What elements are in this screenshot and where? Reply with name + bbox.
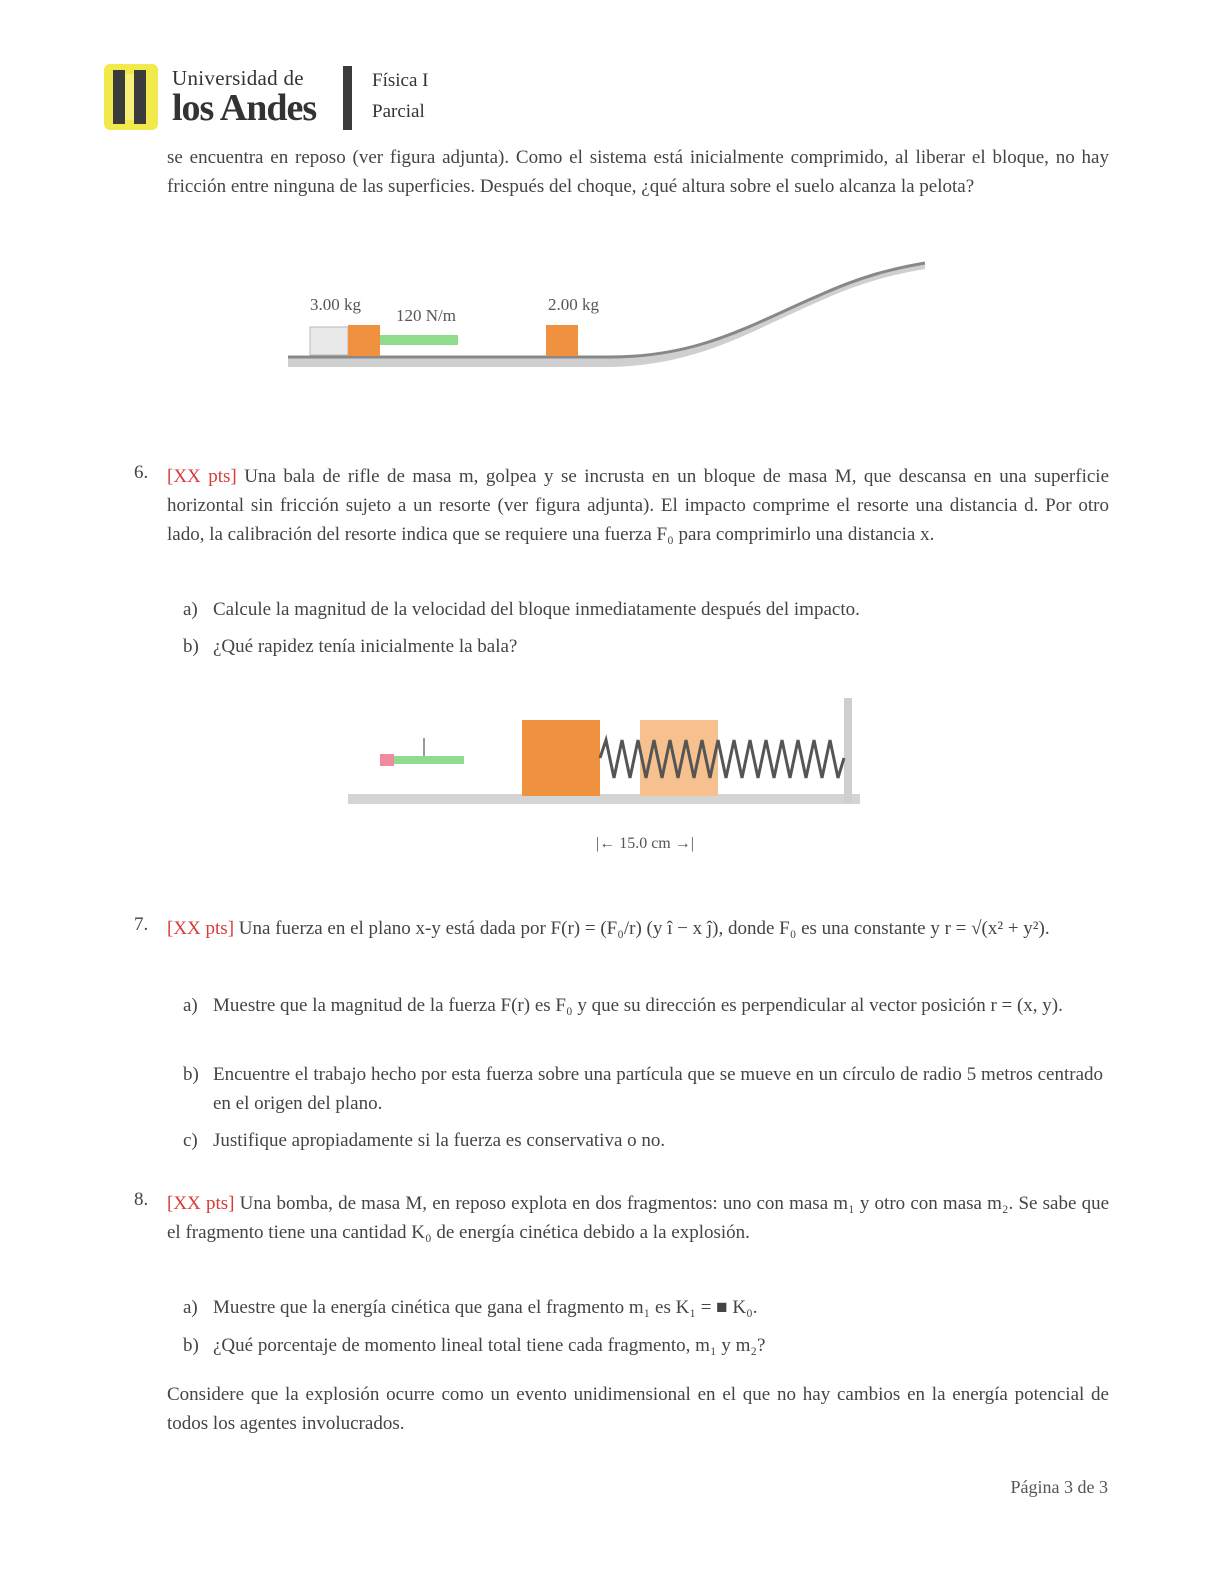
figure-bullet-block-spring bbox=[340, 690, 870, 870]
item-label: b) bbox=[183, 1064, 199, 1085]
problem-7-item-c bbox=[183, 1126, 1109, 1155]
block-left bbox=[348, 325, 380, 356]
problem-6-statement bbox=[167, 462, 1109, 549]
item-text: Calcule la magnitud de la velocidad del bloque inmediatamente después del impacto. bbox=[213, 599, 860, 620]
exam-title: Parcial bbox=[372, 101, 425, 122]
item-label: a) bbox=[183, 995, 198, 1016]
problem-8-number: 8. bbox=[134, 1189, 149, 1210]
problem-8-item-a bbox=[183, 1293, 1109, 1322]
problem-7-text: Una fuerza en el plano x-y está dada por F(r) = (F₀/r) (y î − x ĵ), donde F₀ es una constante y r = √(x² + y²). bbox=[238, 918, 1050, 939]
problem-6-text: Una bala de rifle de masa m, golpea y se incrusta en un bloque de masa M, que descansa en una superficie horizontal sin fricción sujeto a un resorte (ver figura adjunta). El impacto comprime el resorte una distancia d. Por otro lado, la calibración del resorte indica que se requiere una fuerza F₀ para comprimirlo una distancia x. bbox=[167, 466, 1110, 545]
course-title: Física I bbox=[372, 70, 429, 91]
item-text: ¿Qué porcentaje de momento lineal total tiene cada fragmento, m₁ y m₂? bbox=[213, 1335, 766, 1356]
problem-8-closing: Considere que la explosión ocurre como un evento unidimensional en el que no hay cambios en la energía potencial de todos los agentes involucrados. bbox=[167, 1384, 1109, 1434]
block1-label: 3.00 kg bbox=[310, 295, 361, 314]
block2-label: 2.00 kg bbox=[548, 295, 599, 314]
problem-7-item-a bbox=[183, 991, 1109, 1020]
problem-8-statement bbox=[167, 1189, 1109, 1247]
problem-6-item-a bbox=[183, 595, 1109, 624]
item-label: a) bbox=[183, 1297, 198, 1318]
problem-6-points: [XX pts] bbox=[167, 466, 237, 487]
item-label: b) bbox=[183, 636, 199, 657]
item-text: Encuentre el trabajo hecho por esta fuerza sobre una partícula que se mueve en un círculo de radio 5 metros centrado en el origen del plano. bbox=[213, 1064, 1103, 1114]
block-mass bbox=[522, 720, 600, 796]
spring bbox=[600, 740, 844, 778]
distance-caption: |← 15.0 cm →| bbox=[596, 835, 694, 852]
header-divider bbox=[343, 66, 352, 130]
problem-7-statement bbox=[167, 914, 1109, 943]
item-label: c) bbox=[183, 1130, 198, 1151]
item-text: ¿Qué rapidez tenía inicialmente la bala? bbox=[213, 636, 518, 657]
problem-8-item-b bbox=[183, 1331, 1109, 1360]
spring-label: 120 N/m bbox=[396, 306, 456, 325]
item-label: a) bbox=[183, 599, 198, 620]
spring-compressed bbox=[380, 335, 458, 345]
problem-6-number: 6. bbox=[134, 462, 149, 483]
problem-8-points: [XX pts] bbox=[167, 1193, 235, 1214]
item-text: Justifique apropiadamente si la fuerza es conservativa o no. bbox=[213, 1130, 666, 1151]
university-logo bbox=[104, 64, 158, 130]
problem-7-points: [XX pts] bbox=[167, 918, 235, 939]
page-number: Página 3 de 3 bbox=[1010, 1477, 1108, 1497]
bullet bbox=[380, 754, 394, 766]
item-text: Muestre que la energía cinética que gana el fragmento m₁ es K₁ = ■ K₀. bbox=[213, 1297, 758, 1318]
intro-paragraph: se encuentra en reposo (ver figura adjunta). Como el sistema está inicialmente comprimido, al liberar el bloque, no hay fricción entre ninguna de las superficies. Después del choque, ¿qué altura sobre el suelo alcanza la pelota? bbox=[167, 147, 1109, 197]
problem-6-item-b bbox=[183, 632, 1109, 661]
figure-ramp-blocks bbox=[280, 255, 940, 390]
item-text: Muestre que la magnitud de la fuerza F(r) es F₀ y que su dirección es perpendicular al vector posición r = (x, y). bbox=[213, 995, 1063, 1016]
problem-7-item-b bbox=[183, 1060, 1109, 1118]
block-right bbox=[546, 325, 578, 356]
problem-8-text: Una bomba, de masa M, en reposo explota en dos fragmentos: uno con masa m₁ y otro con masa m₂. Se sabe que el fragmento tiene una cantidad K₀ de energía cinética debido a la explosión. bbox=[167, 1193, 1109, 1243]
university-name-main: los Andes bbox=[172, 87, 317, 129]
problem-7-number: 7. bbox=[134, 914, 149, 935]
item-label: b) bbox=[183, 1335, 199, 1356]
velocity-arrow bbox=[394, 756, 464, 764]
university-name-top: Universidad de bbox=[172, 66, 304, 90]
